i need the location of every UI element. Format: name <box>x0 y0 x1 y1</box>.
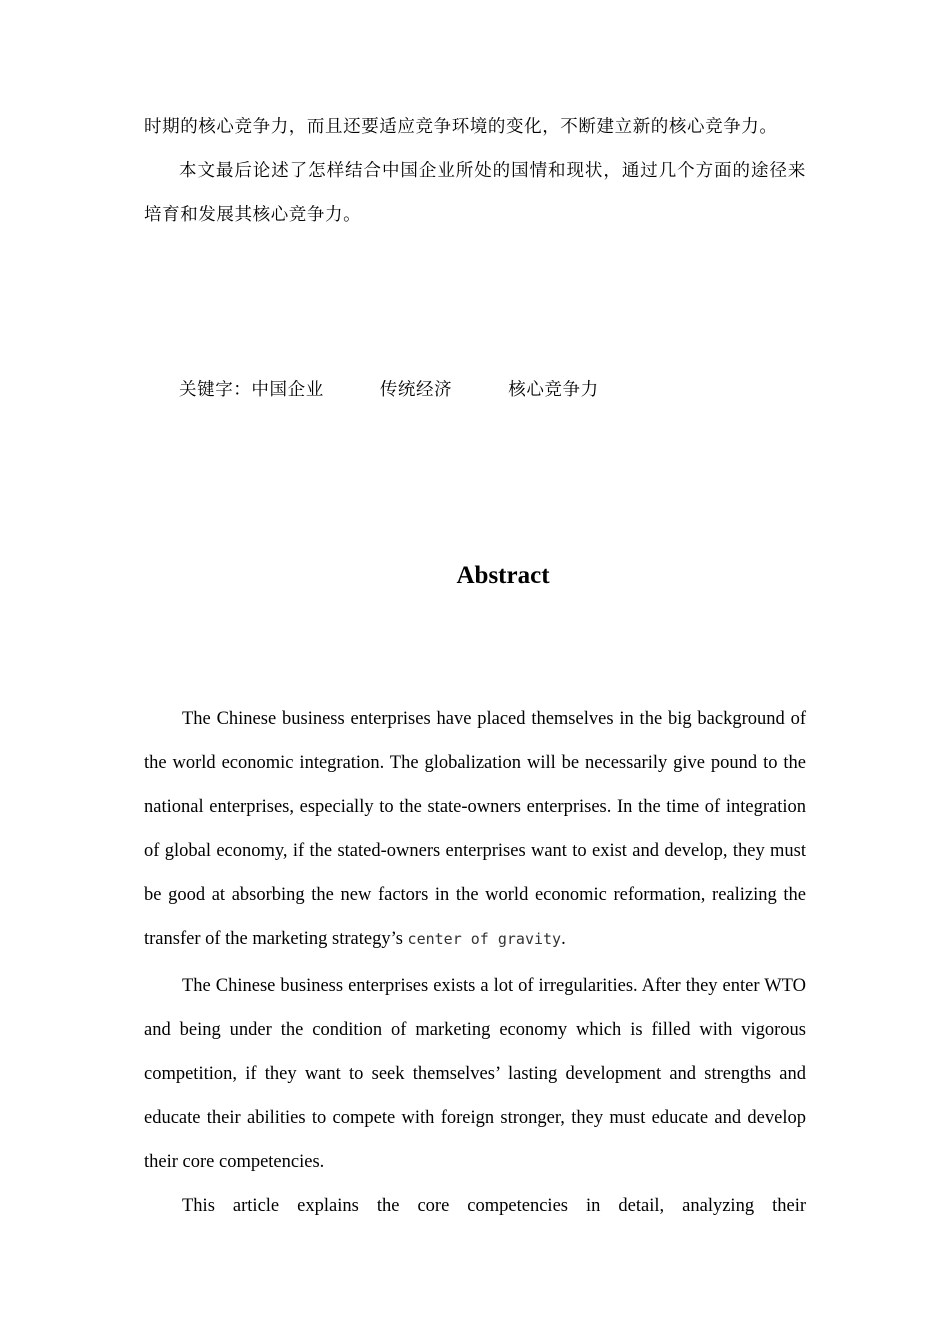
keyword-item: 中国企业 <box>251 380 324 400</box>
keyword-item: 传统经济 <box>379 380 453 400</box>
abstract-paragraph-3-text: This article explains the core competencies in detail, analyzing their <box>182 1196 806 1216</box>
chinese-paragraph-conclusion <box>144 149 806 237</box>
abstract-code-phrase: center of gravity <box>407 930 562 948</box>
abstract-paragraph-1-end: . <box>561 929 566 949</box>
chinese-paragraph-tail-text: 时期的核心竞争力，而且还要适应竞争环境的变化，不断建立新的核心竞争力。 <box>144 117 778 137</box>
abstract-paragraph-3 <box>144 1184 806 1228</box>
chinese-paragraph-tail <box>144 105 806 149</box>
abstract-paragraph-1 <box>144 697 806 961</box>
abstract-heading: Abstract <box>456 562 550 589</box>
abstract-paragraph-1-text: The Chinese business enterprises have placed themselves in the big background of the world economic integration. The globalization will be necessarily give pound to the national enterprises, especially to the state-owners enterprises. In the time of integration of global economy, if the stated-owners enterprises want to exist and develop, they must be good at absorbing the new factors in the world economic reformation, realizing the transfer of the marketing strategy’s <box>144 709 806 949</box>
keyword-item: 核心竞争力 <box>508 380 599 400</box>
chinese-paragraph-conclusion-text: 本文最后论述了怎样结合中国企业所处的国情和现状，通过几个方面的途径来培育和发展其核心竞争力。 <box>144 161 806 225</box>
keywords-label: 关键字： <box>179 380 252 400</box>
abstract-paragraph-2 <box>144 964 806 1184</box>
keywords-line <box>179 368 599 412</box>
abstract-paragraph-2-text: The Chinese business enterprises exists a lot of irregularities. After they enter WTO and being under the condition of marketing economy which is filled with vigorous competition, if they want to seek themselves’ lasting development and strengths and educate their abilities to compete with foreign stronger, they must educate and develop their core competencies. <box>144 976 806 1172</box>
